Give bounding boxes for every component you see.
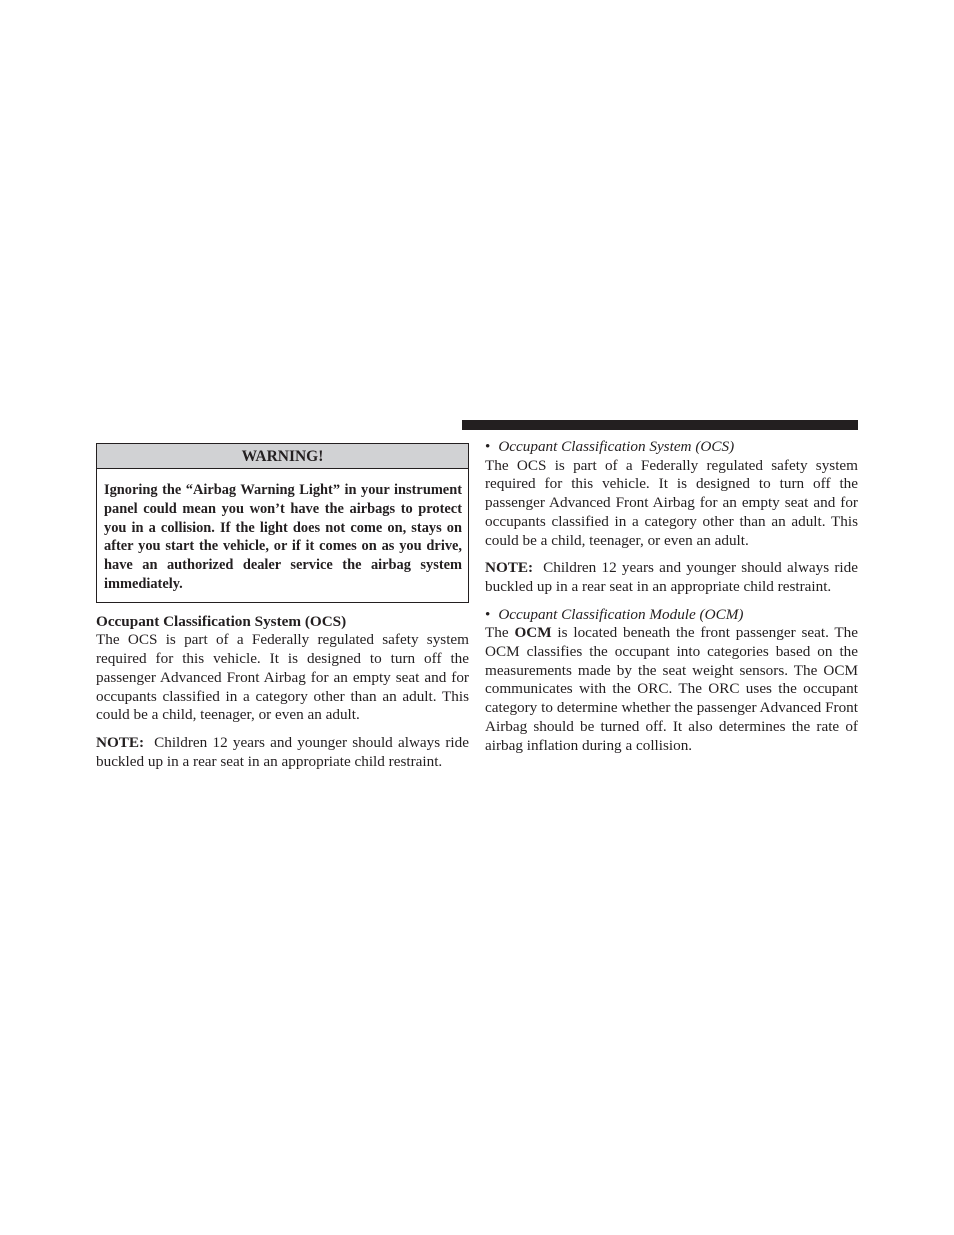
ocm-body-start: The — [485, 624, 509, 642]
ocm-body-rest: is located beneath the front passenger seat. The OCM classifies the occupant into categories based on the measurements made by the seat weight sensors. The OCM communicates with the ORC. The ORC uses the occupant category to determine whether the passenger Advanced Front Airbag should be turned off. It also determines the rate of airbag inflation during a collision. — [485, 624, 859, 754]
right-note-paragraph — [485, 559, 858, 596]
ocm-bullet — [485, 606, 858, 625]
bullet-dot: • — [485, 605, 491, 623]
warning-title: WARNING! — [97, 444, 468, 469]
ocs-bullet — [485, 438, 858, 457]
ocm-bullet-text: Occupant Classification Module (OCM) — [498, 605, 744, 623]
note-text: Children 12 years and younger should always ride buckled up in a rear seat in an appropriate child restraint. — [96, 734, 469, 770]
ocs-bullet-text: Occupant Classification System (OCS) — [498, 438, 735, 455]
warning-text: Ignoring the “Airbag Warning Light” in your instrument panel could mean you won’t have the airbags to protect you in a collision. If the light does not come on, stays on after you start the vehicle, or if it comes on as you drive, have an authorized dealer service the airbag system immediately. — [104, 482, 462, 592]
note-section — [485, 559, 858, 596]
right-note-text: Children 12 years and younger should always ride buckled up in a rear seat in an appropriate child restraint. — [485, 559, 858, 595]
ocs-section — [485, 438, 858, 550]
left-column — [96, 443, 469, 771]
ocm-body-bold: OCM — [514, 624, 552, 642]
ocs-heading: Occupant Classification System (OCS) — [96, 612, 347, 630]
note-label: NOTE: — [96, 734, 145, 751]
ocs-body: The OCS is part of a Federally regulated safety system required for this vehicle. It is designed to turn off the passenger Advanced Front Airbag for an empty seat and for occupants classified in a category other than an adult. This could be a child, teenager, or even an adult. — [96, 631, 469, 724]
right-column — [485, 438, 858, 755]
section-rule — [462, 420, 858, 430]
bullet-dot: • — [485, 438, 491, 455]
ocm-section — [485, 606, 858, 756]
ocm-body — [485, 624, 858, 755]
ocs-right-body: The OCS is part of a Federally regulated safety system required for this vehicle. It is designed to turn off the passenger Advanced Front Airbag for an empty seat and for occupants classified in a category other than an adult. This could be a child, teenager, or even an adult. — [485, 456, 858, 549]
right-note-label: NOTE: — [485, 559, 534, 577]
note-paragraph — [96, 734, 469, 771]
warning-box — [96, 443, 469, 603]
